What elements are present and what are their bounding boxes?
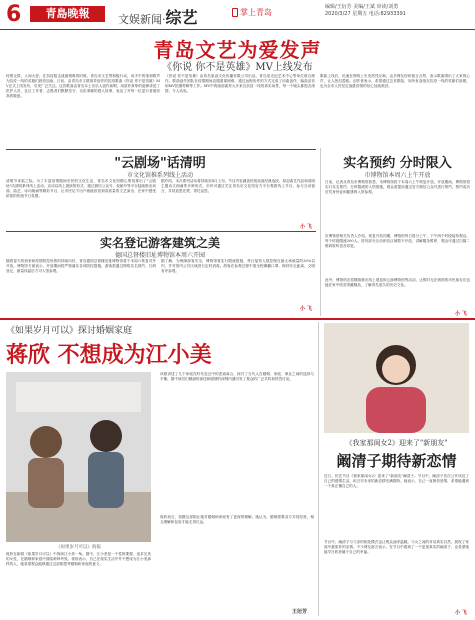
- jiangxin-col-2: 该剧讲述了几个家庭在时代变迁中的悲欢离合，探讨了当代人在婚姻、家庭、事业之间的选择与平衡。剧中演员们精湛的演技和剧情的深刻内涵引发了观众的广泛共鸣和热烈讨论。: [160, 372, 314, 381]
- kanqingzi-col-1: 近日，综艺节目《我家那闺女2》迎来了"新朋友"阚清子。节目中，阚清子首次公开谈及了自己的感情生活，坦言对未来的新恋情充满期待。她表示，自己一直相信爱情，希望能遇到一个真正懂自己的人。: [324, 474, 469, 488]
- editor-line: 编辑/王衍芳 美编/王斌 审读/刘勇: [325, 4, 399, 10]
- cloud-theater-signoff: 小 飞: [300, 224, 312, 230]
- section-title: [118, 5, 198, 28]
- lead-col-3: 歌曲上线后，迅速在网络上引发热烈反响，众多网友纷纷留言点赞，表示歌曲唱出了大家的心声，让人热泪盈眶。创作者表示，希望通过这首歌曲，向所有奋战在抗疫一线的英雄们致敬，也为全市人民坚定战胜疫情的信心加油鼓劲。: [320, 74, 470, 88]
- poster-caption: 《如果岁月可以》海报: [56, 545, 101, 550]
- lead-col-2: 《你说 你不是英雄》由青岛原创文化传播有限公司出品，青岛星光纪艺术中心等单位联合制作。歌曲创作团队在疫情期间克服重重困难，通过远程协作的方式完成了词曲创作、编曲录音和MV拍摄剪辑等工作。MV中的画面素材大多来自抗疫一线的真实场景，每一个镜头都饱含深情，令人动容。: [165, 74, 315, 93]
- cloud-theater-title: "云剧场"话清明: [114, 156, 206, 171]
- newspaper-logo: 青島晚報: [30, 6, 105, 22]
- cloud-theater-col-1: 清明节来临之际，为了丰富疫情期间市民的文化生活，青岛市文化馆精心策划推出了"云剧场"话清明系列线上活动。活动以线上展演的形式，通过微信公众号、视频号等平台陆续推出戏曲、曲艺、诗词朗诵等精彩节目，让市民足不出户就能欣赏到高质量的文艺演出，在家中感受浓浓的传统节日氛围。: [6, 179, 156, 198]
- reservation-subtitle: 市博物馆本周六上午开放: [364, 172, 431, 179]
- reservation-col-3: 此外，博物馆还将继续推出线上展览和云游博物馆等活动，让暂时无法到馆的市民朋友们也能在家中欣赏馆藏精品，了解青岛悠久的历史文化。: [325, 278, 470, 287]
- page-number: 6: [6, 2, 22, 27]
- lead-col-1: 疫情无情，人间大爱。在抗疫阻击战最艰难的时候，青岛市文艺界积极行动，用手中的笔和歌声为抗疫一线的英雄们鼓劲加油。日前，由青岛市文联指导创作的抗疫歌曲《你说 你不是英雄》MV正式上线发布，引发广泛关注。这首歌曲由青岛本土音乐人创作演唱，用质朴真挚的旋律讲述了医护人员、社区工作者、志愿者们默默坚守、无私奉献的感人故事，表达了对每一位逆行者最崇高的敬意。: [6, 74, 160, 98]
- app-name: 掌上青岛: [240, 8, 272, 17]
- phone-icon: [232, 8, 238, 17]
- kanqingzi-title: 阚清子期待新恋情: [336, 452, 457, 470]
- reservation-signoff: 小 飞: [455, 311, 467, 317]
- kanqingzi-kicker: 《我家那闺女2》迎来了"新朋友": [345, 439, 448, 447]
- column-divider: [318, 322, 319, 616]
- app-badge: [232, 7, 272, 18]
- jiangxin-signoff: 王衍芳: [292, 609, 308, 615]
- jiangxin-kicker: 《如果岁月可以》探讨婚姻家庭: [6, 326, 133, 336]
- poster-illustration: [6, 372, 151, 542]
- cloud-theater-subtitle: 市文化馆推系列线上活动: [126, 172, 193, 179]
- date-line: 2020/3/27 星期五 电话:82933391: [325, 11, 406, 17]
- reservation-col-1: 日前，记者从青岛市博物馆获悉，市博物馆将于本周六上午恢复开放。开放期间，博物馆将实行实名预约、分时限流的入馆措施，观众需提前通过官方微信公众号进行预约，预约成功后凭身份证和健康码入馆参观。: [325, 180, 470, 194]
- kanqingzi-photo: [324, 323, 469, 433]
- divider: [6, 231, 316, 232]
- reservation-col-2: 市博物馆相关负责人介绍，恢复开放初期，博物馆每日将分上午、下午两个时段接待观众，每个时段限流200人。馆内部分互动体验区域暂不开放，讲解服务暂停，观众可通过扫描二维码收听语音导览。: [325, 234, 470, 248]
- kanqingzi-signoff: 小 飞: [455, 610, 467, 616]
- portrait-illustration: [324, 323, 469, 433]
- jiangxin-title: [6, 338, 314, 369]
- drama-poster-image: [6, 372, 151, 542]
- kanqingzi-col-2: 节目中，阚清子与父亲的相处模式也让观众直呼温暖。父女之间的对话真实自然，展现了家庭中最质朴的亲情。不少网友留言表示，在节目中看到了一个更加真实的阚清子，也希望她能早日收获属于自己的幸福。: [324, 540, 469, 554]
- museum-subtitle: 德国总督楼旧址博物馆本周六开园: [114, 252, 205, 259]
- section-divider: [0, 318, 475, 320]
- section-prefix: 文娱新闻·: [118, 13, 166, 26]
- museum-signoff: 小 飞: [300, 306, 312, 312]
- lead-headline: 青岛文艺为爱发声: [153, 38, 322, 62]
- column-divider: [320, 148, 321, 316]
- museum-col-1: 随着春天的到来和疫情防控形势的持续向好，青岛德国总督楼旧址博物馆将于本周六恢复对外开放。博物馆方面表示，开放期间将严格落实各项防控措施，游客需通过网络实名预约、扫码登记、测量体温后方可入馆参观。: [6, 259, 156, 273]
- edition-meta: [325, 4, 465, 18]
- museum-col-2: 据了解，为保障游客安全，博物馆将实行限流措施，每日接待人数控制在最大承载量的30%以内，并对馆内公共区域进行定时消毒。游客在参观过程中需全程佩戴口罩，保持安全距离，文明有序参观。: [161, 259, 315, 273]
- section-name: 综艺: [165, 8, 198, 27]
- museum-title: 实名登记游客建筑之美: [99, 236, 220, 250]
- jiangxin-col-3: 蒋欣坦言，拍摄这部剧让她对婚姻和家庭有了更深的理解。她认为，婚姻需要双方共同经营，相互理解和包容才能走得长远。: [160, 515, 314, 524]
- cloud-theater-col-2: 据介绍，本次系列活动将持续至4月上旬，节目内容涵盖传统戏曲经典选段、原创曲艺作品和清明主题诗文朗诵等多种形式。市民可通过关注青岛市文化馆官方平台观看线上节目，参与互动留言，共同追思先贤，寄托哀思。: [161, 179, 315, 193]
- divider: [6, 149, 316, 150]
- jiangxin-title-text: 蒋欣 不想成为江小美: [6, 343, 212, 368]
- reservation-title: 实名预约 分时限入: [343, 156, 452, 171]
- lead-subhead: 《你说 你不是英雄》MV上线发布: [162, 62, 313, 73]
- jiangxin-col-1: 蒋欣在新剧《如果岁月可以》中饰演江小美一角。剧中，江小美是一个性格要强、追求完美的女性，在婚姻和家庭中面临种种考验。蒋欣表示，自己在现实生活中并不想成为江小美那样的人，她希望观众能够通过这部剧思考婚姻和家庭的意义。: [6, 552, 151, 566]
